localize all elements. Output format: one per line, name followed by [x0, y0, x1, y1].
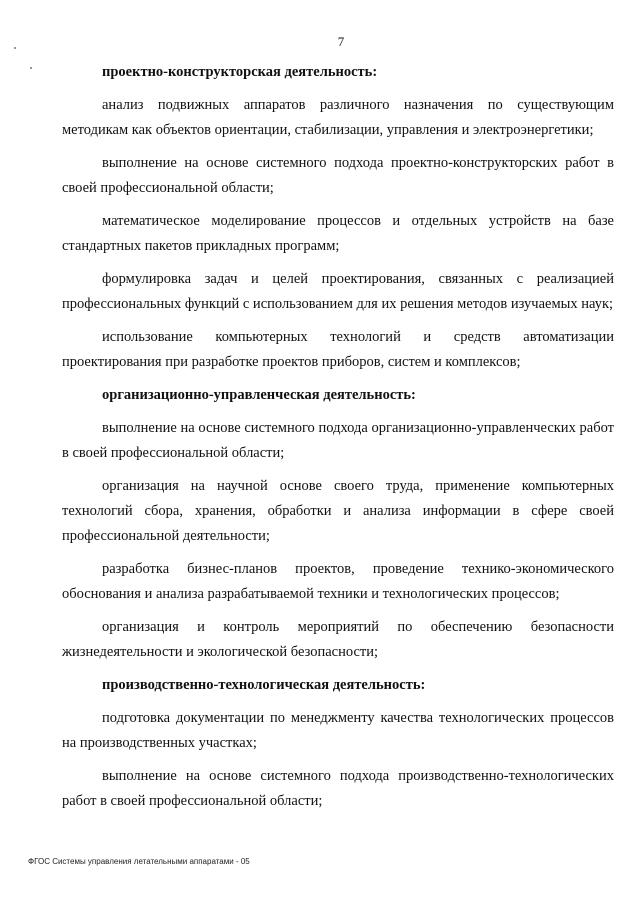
list-item: анализ подвижных аппаратов различного назначения по существующим методикам как объектов ориентации, стабилизации, управления и электроэнергетики; [62, 97, 614, 138]
list-item: выполнение на основе системного подхода организационно-управленческих работ в своей профессиональной области; [62, 420, 614, 461]
section-heading-management: организационно-управленческая деятельность: [102, 387, 416, 403]
list-item: выполнение на основе системного подхода проектно-конструкторских работ в своей профессиональной области; [62, 155, 614, 196]
list-item: разработка бизнес-планов проектов, проведение технико-экономического обоснования и анализа разрабатываемой техники и технологических процессов; [62, 561, 614, 602]
scan-speck [30, 67, 32, 69]
section-heading-design: проектно-конструкторская деятельность: [102, 64, 378, 80]
section-heading-production: производственно-технологическая деятельность: [102, 677, 426, 693]
list-item: использование компьютерных технологий и средств автоматизации проектирования при разработке проектов приборов, систем и комплексов; [62, 329, 614, 370]
list-item: организация и контроль мероприятий по обеспечению безопасности жизнедеятельности и экологической безопасности; [62, 619, 614, 660]
page-number: 7 [337, 34, 345, 49]
document-body [62, 60, 614, 822]
list-item: формулировка задач и целей проектирования, связанных с реализацией профессиональных функций с использованием для их решения методов изучаемых наук; [62, 271, 614, 312]
list-item: организация на научной основе своего труда, применение компьютерных технологий сбора, хранения, обработки и анализа информации в сфере своей профессиональной деятельности; [62, 478, 614, 544]
page-footer: ФГОС Системы управления летательными аппаратами - 05 [28, 857, 250, 866]
list-item: математическое моделирование процессов и отдельных устройств на базе стандартных пакетов прикладных программ; [62, 213, 614, 254]
list-item: подготовка документации по менеджменту качества технологических процессов на производственных участках; [62, 710, 614, 751]
list-item: выполнение на основе системного подхода производственно-технологических работ в своей профессиональной области; [62, 768, 614, 809]
